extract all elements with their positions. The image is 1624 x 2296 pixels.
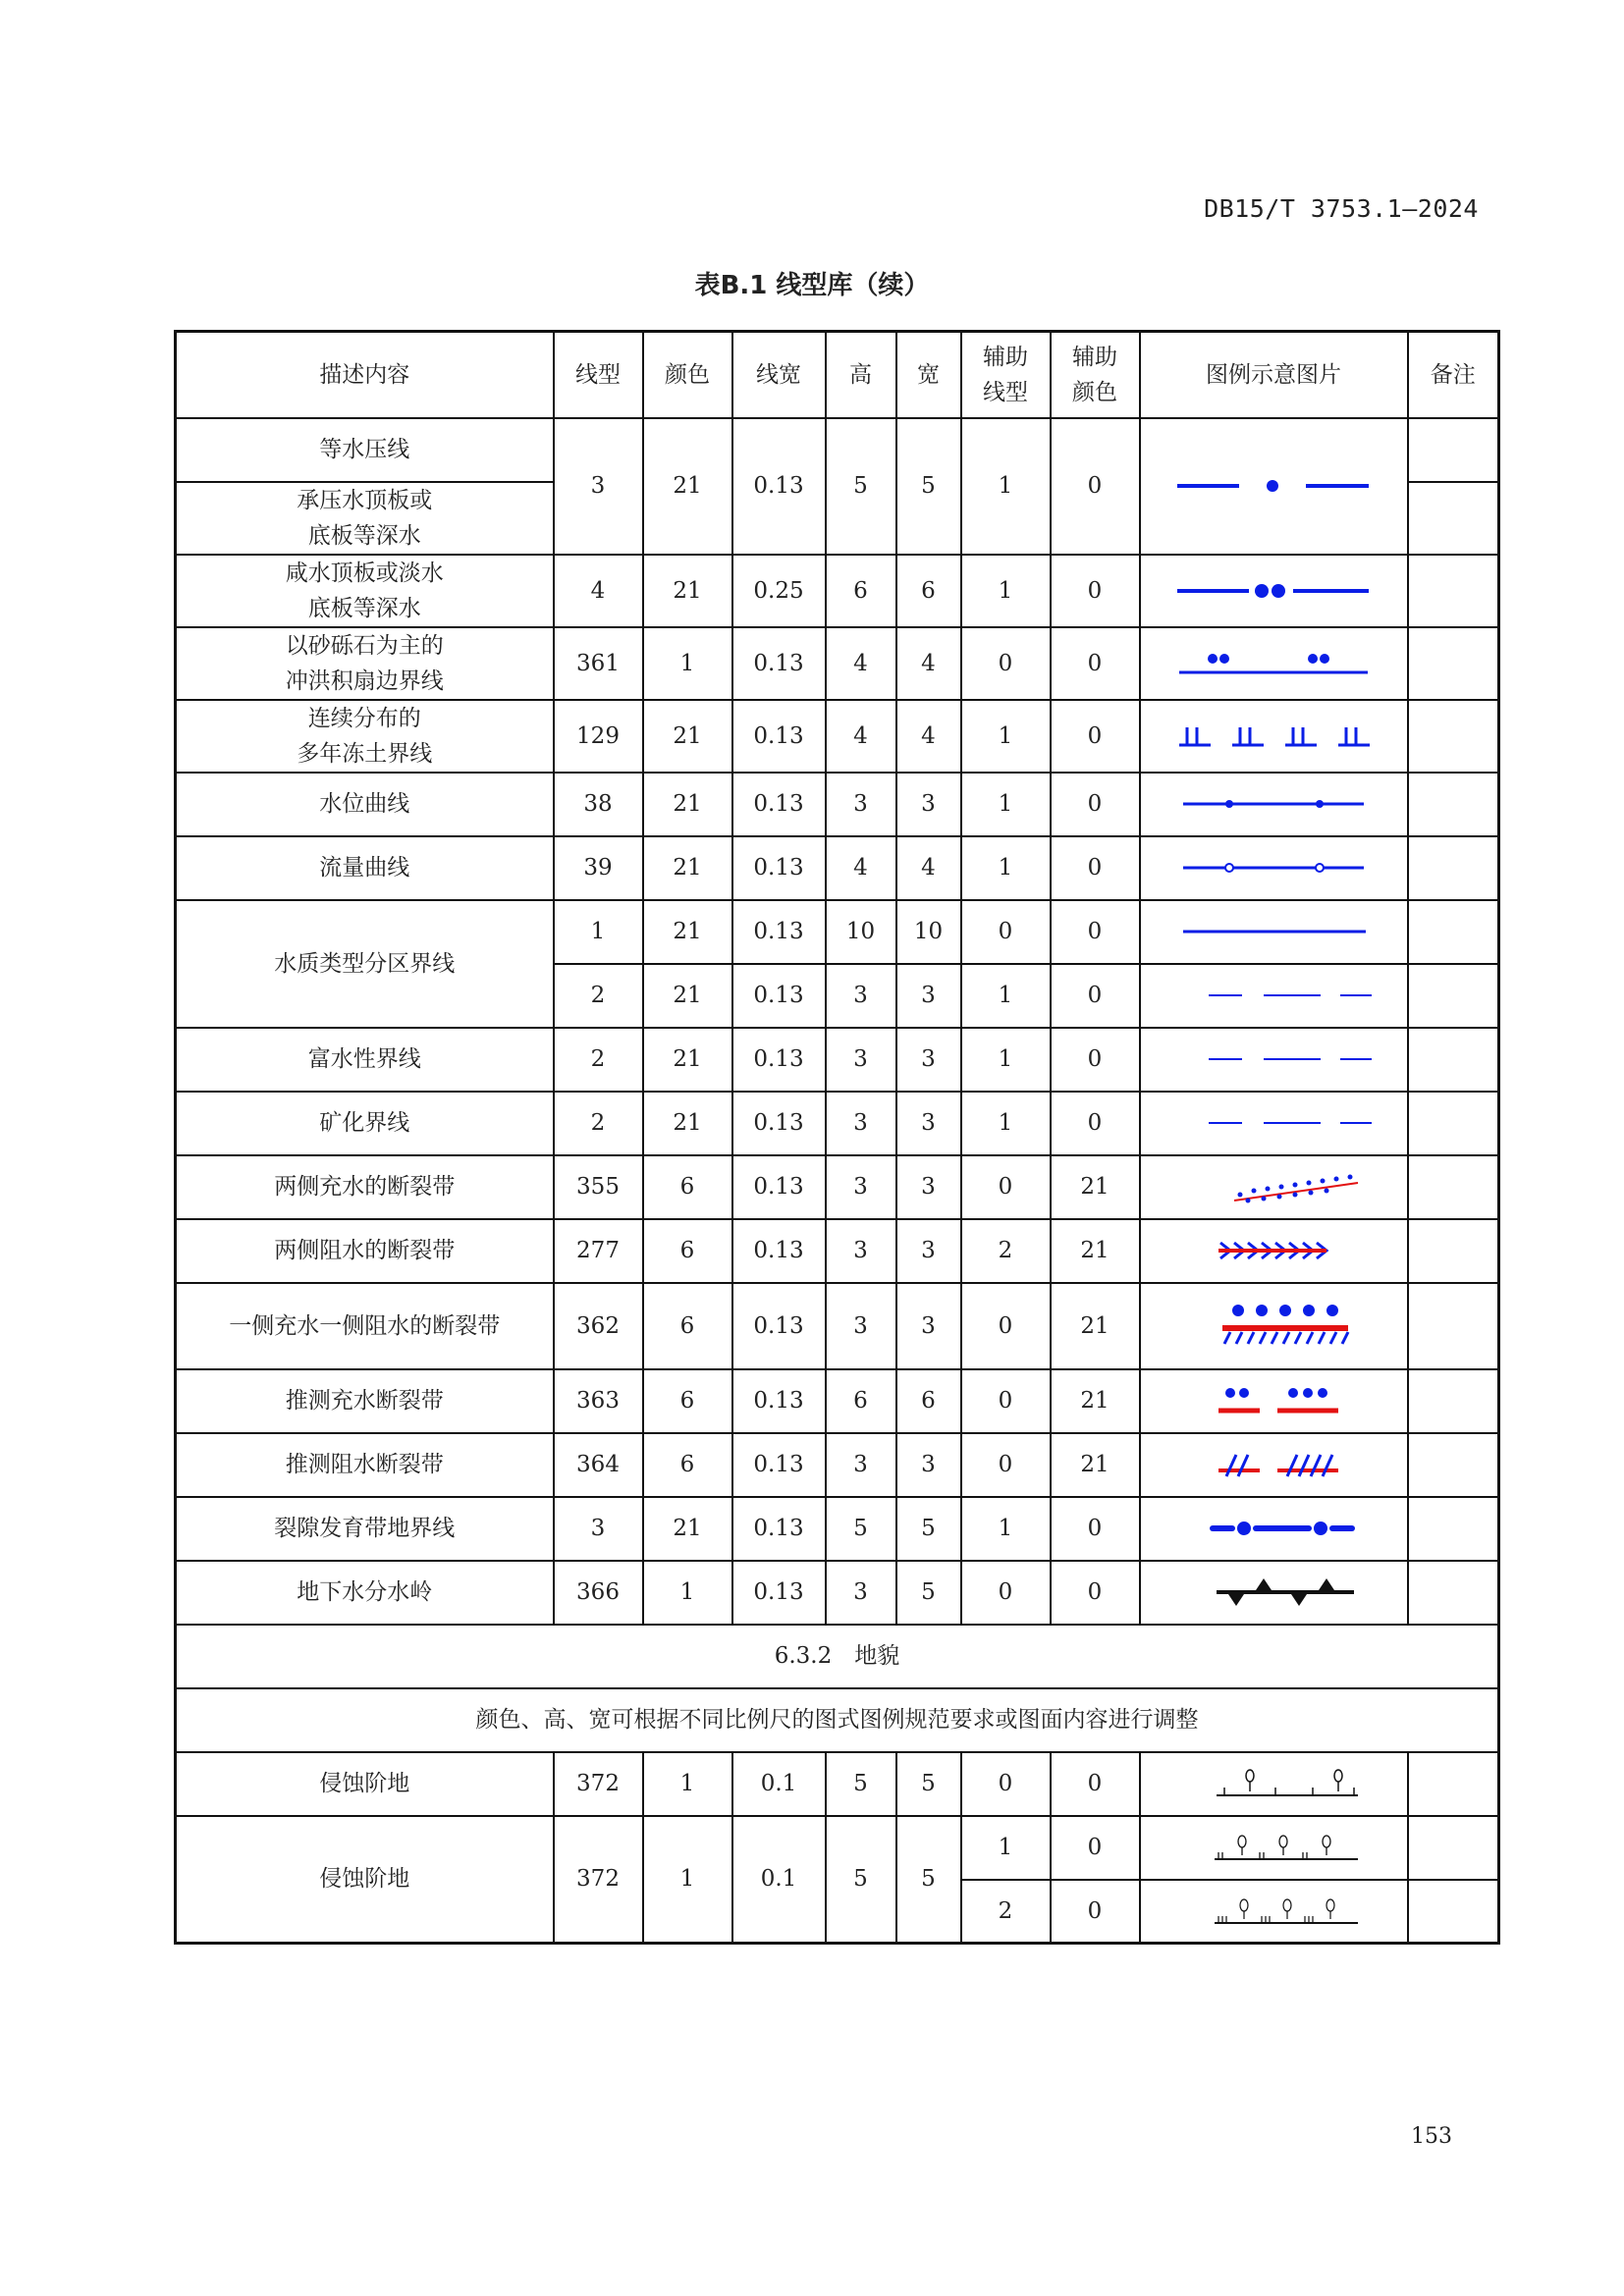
legend-flow-curve-line-icon (1165, 856, 1381, 880)
legend-groundwater-divide-icon (1165, 1573, 1381, 1612)
desc-cell: 地下水分水岭 (176, 1561, 554, 1625)
header-aux-color-line1: 辅助 (1072, 344, 1117, 370)
line-width-cell: 0.13 (732, 700, 826, 773)
legend-dots-over-line-icon (1165, 647, 1381, 680)
desc-cell: 矿化界线 (176, 1092, 554, 1155)
height-cell: 5 (826, 418, 896, 555)
header-line-type: 线型 (554, 332, 643, 418)
legend-dashed-line-icon (1165, 984, 1381, 1007)
width-cell: 6 (896, 555, 961, 627)
height-cell: 10 (826, 900, 896, 964)
remark-cell (1408, 1816, 1499, 1880)
desc-line2: 冲洪积扇边界线 (285, 667, 444, 694)
line-type-cell: 129 (554, 700, 643, 773)
legend-dashed-line-icon (1165, 1111, 1381, 1135)
aux-type-cell: 1 (961, 418, 1051, 555)
width-cell: 3 (896, 1092, 961, 1155)
line-type-cell: 361 (554, 627, 643, 700)
aux-type-cell: 0 (961, 1433, 1051, 1497)
color-cell: 21 (643, 1092, 732, 1155)
legend-dash-dot-icon (1165, 471, 1381, 501)
aux-color-cell: 0 (1051, 900, 1140, 964)
aux-color-cell: 21 (1051, 1283, 1140, 1369)
remark-cell (1408, 1219, 1499, 1283)
aux-type-cell: 1 (961, 555, 1051, 627)
width-cell: 6 (896, 1369, 961, 1433)
width-cell: 3 (896, 1155, 961, 1219)
height-cell: 5 (826, 1752, 896, 1816)
aux-color-cell: 0 (1051, 627, 1140, 700)
desc-line1: 以砂砾石为主的 (285, 632, 444, 659)
height-cell: 3 (826, 1092, 896, 1155)
table-row (176, 418, 1499, 482)
desc-cell: 流量曲线 (176, 836, 554, 900)
legend-inferred-blocking-fault-icon (1165, 1447, 1381, 1482)
desc-line1: 咸水顶板或淡水 (285, 560, 444, 586)
color-cell: 1 (643, 1561, 732, 1625)
aux-type-cell: 1 (961, 773, 1051, 836)
aux-type-cell: 0 (961, 1369, 1051, 1433)
desc-cell: 水位曲线 (176, 773, 554, 836)
line-width-cell: 0.13 (732, 1028, 826, 1092)
line-width-cell: 0.13 (732, 418, 826, 555)
line-type-cell: 363 (554, 1369, 643, 1433)
color-cell: 1 (643, 1752, 732, 1816)
line-type-cell: 2 (554, 964, 643, 1028)
desc-cell: 等水压线 (176, 418, 554, 482)
legend-cell (1140, 418, 1408, 555)
height-cell: 6 (826, 555, 896, 627)
aux-color-cell: 21 (1051, 1369, 1140, 1433)
legend-cell (1140, 700, 1408, 773)
aux-type-cell: 2 (961, 1880, 1051, 1944)
table-row (176, 1092, 1499, 1155)
legend-cell (1140, 1880, 1408, 1944)
legend-cell (1140, 1433, 1408, 1497)
table-row (176, 1283, 1499, 1369)
section-note: 颜色、高、宽可根据不同比例尺的图式图例规范要求或图面内容进行调整 (176, 1688, 1499, 1752)
table-row (176, 1561, 1499, 1625)
legend-dashed-line-icon (1165, 1047, 1381, 1071)
color-cell: 21 (643, 900, 732, 964)
section-title: 6.3.2 地貌 (176, 1625, 1499, 1688)
legend-cell (1140, 1283, 1408, 1369)
line-type-cell: 1 (554, 900, 643, 964)
width-cell: 3 (896, 1219, 961, 1283)
legend-erosion-terrace-triple-icon (1165, 1892, 1381, 1931)
desc-cell: 推测阻水断裂带 (176, 1433, 554, 1497)
remark-cell (1408, 900, 1499, 964)
color-cell: 6 (643, 1219, 732, 1283)
desc-cell: 两侧阻水的断裂带 (176, 1219, 554, 1283)
aux-color-cell: 0 (1051, 773, 1140, 836)
aux-color-cell: 21 (1051, 1433, 1140, 1497)
color-cell: 21 (643, 1028, 732, 1092)
desc-cell: 两侧充水的断裂带 (176, 1155, 554, 1219)
aux-color-cell: 0 (1051, 964, 1140, 1028)
aux-color-cell: 0 (1051, 1816, 1140, 1880)
header-remark: 备注 (1408, 332, 1499, 418)
width-cell: 4 (896, 836, 961, 900)
height-cell: 3 (826, 1028, 896, 1092)
color-cell: 21 (643, 555, 732, 627)
remark-cell (1408, 482, 1499, 555)
aux-type-cell: 0 (961, 1561, 1051, 1625)
aux-type-cell: 0 (961, 1155, 1051, 1219)
aux-color-cell: 0 (1051, 418, 1140, 555)
legend-cell (1140, 836, 1408, 900)
table-caption: 表B.1 线型库（续） (694, 271, 930, 300)
header-aux-color-line2: 颜色 (1072, 379, 1117, 405)
legend-cell (1140, 1155, 1408, 1219)
remark-cell (1408, 1752, 1499, 1816)
line-type-cell: 4 (554, 555, 643, 627)
aux-type-cell: 1 (961, 964, 1051, 1028)
table-row (176, 1752, 1499, 1816)
line-width-cell: 0.13 (732, 1219, 826, 1283)
aux-type-cell: 2 (961, 1219, 1051, 1283)
line-width-cell: 0.13 (732, 1561, 826, 1625)
line-width-cell: 0.13 (732, 1092, 826, 1155)
width-cell: 3 (896, 964, 961, 1028)
aux-color-cell: 0 (1051, 1561, 1140, 1625)
desc-line1: 承压水顶板或 (297, 487, 433, 513)
remark-cell (1408, 1028, 1499, 1092)
legend-cell (1140, 773, 1408, 836)
width-cell: 3 (896, 1283, 961, 1369)
legend-cell (1140, 1092, 1408, 1155)
aux-color-cell: 0 (1051, 1028, 1140, 1092)
line-width-cell: 0.13 (732, 1433, 826, 1497)
table-row (176, 1369, 1499, 1433)
aux-type-cell: 1 (961, 1028, 1051, 1092)
aux-type-cell: 0 (961, 1752, 1051, 1816)
desc-cell (176, 482, 554, 555)
height-cell: 3 (826, 1433, 896, 1497)
aux-color-cell: 0 (1051, 1497, 1140, 1561)
height-cell: 4 (826, 700, 896, 773)
legend-fracture-zone-line-icon (1165, 1517, 1381, 1540)
remark-cell (1408, 1433, 1499, 1497)
page-number: 153 (1411, 2124, 1452, 2149)
legend-water-blocking-fault-icon (1165, 1235, 1381, 1266)
desc-cell (176, 627, 554, 700)
height-cell: 6 (826, 1369, 896, 1433)
color-cell: 21 (643, 700, 732, 773)
line-type-cell: 364 (554, 1433, 643, 1497)
legend-cell (1140, 900, 1408, 964)
table-row (176, 1433, 1499, 1497)
width-cell: 3 (896, 1433, 961, 1497)
width-cell: 4 (896, 627, 961, 700)
aux-color-cell: 0 (1051, 1092, 1140, 1155)
table-row (176, 1816, 1499, 1880)
desc-line2: 底板等深水 (307, 595, 421, 621)
remark-cell (1408, 964, 1499, 1028)
remark-cell (1408, 1561, 1499, 1625)
height-cell: 3 (826, 1219, 896, 1283)
header-desc: 描述内容 (176, 332, 554, 418)
line-width-cell: 0.13 (732, 773, 826, 836)
desc-cell: 推测充水断裂带 (176, 1369, 554, 1433)
desc-cell: 一侧充水一侧阻水的断裂带 (176, 1283, 554, 1369)
remark-cell (1408, 1497, 1499, 1561)
section-title-row (176, 1625, 1499, 1688)
table-row (176, 900, 1499, 964)
height-cell: 3 (826, 964, 896, 1028)
line-type-cell: 366 (554, 1561, 643, 1625)
width-cell: 4 (896, 700, 961, 773)
desc-cell (176, 700, 554, 773)
legend-permafrost-ticks-icon (1165, 720, 1381, 753)
aux-type-cell: 1 (961, 1092, 1051, 1155)
line-width-cell: 0.25 (732, 555, 826, 627)
legend-erosion-terrace-icon (1165, 1764, 1381, 1803)
remark-cell (1408, 1155, 1499, 1219)
color-cell: 21 (643, 964, 732, 1028)
width-cell: 5 (896, 1752, 961, 1816)
aux-type-cell: 0 (961, 1283, 1051, 1369)
legend-cell (1140, 555, 1408, 627)
color-cell: 6 (643, 1155, 732, 1219)
remark-cell (1408, 773, 1499, 836)
remark-cell (1408, 418, 1499, 482)
legend-half-water-fault-icon (1165, 1299, 1381, 1354)
height-cell: 3 (826, 1561, 896, 1625)
line-width-cell: 0.13 (732, 627, 826, 700)
color-cell: 21 (643, 773, 732, 836)
line-type-cell: 3 (554, 1497, 643, 1561)
section-note-row (176, 1688, 1499, 1752)
table-row (176, 1497, 1499, 1561)
table-row (176, 836, 1499, 900)
remark-cell (1408, 627, 1499, 700)
table-row (176, 1219, 1499, 1283)
aux-color-cell: 0 (1051, 700, 1140, 773)
legend-cell (1140, 1219, 1408, 1283)
line-width-cell: 0.13 (732, 836, 826, 900)
line-width-cell: 0.13 (732, 1497, 826, 1561)
width-cell: 5 (896, 1561, 961, 1625)
desc-cell: 侵蚀阶地 (176, 1816, 554, 1944)
aux-type-cell: 1 (961, 836, 1051, 900)
aux-type-cell: 0 (961, 900, 1051, 964)
document-code: DB15/T 3753.1—2024 (1204, 194, 1479, 223)
legend-erosion-terrace-double-icon (1165, 1828, 1381, 1867)
header-aux-type (961, 332, 1051, 418)
legend-cell (1140, 1497, 1408, 1561)
desc-line2: 多年冻土界线 (297, 740, 433, 767)
color-cell: 21 (643, 836, 732, 900)
line-type-cell: 372 (554, 1816, 643, 1944)
line-type-cell: 372 (554, 1752, 643, 1816)
line-width-cell: 0.13 (732, 1155, 826, 1219)
color-cell: 1 (643, 627, 732, 700)
header-aux-type-line1: 辅助 (983, 344, 1028, 370)
aux-type-cell: 1 (961, 1497, 1051, 1561)
width-cell: 5 (896, 1816, 961, 1944)
legend-double-dot-line-icon (1165, 576, 1381, 606)
line-width-cell: 0.1 (732, 1752, 826, 1816)
color-cell: 6 (643, 1433, 732, 1497)
desc-cell: 侵蚀阶地 (176, 1752, 554, 1816)
aux-color-cell: 0 (1051, 1880, 1140, 1944)
aux-color-cell: 21 (1051, 1155, 1140, 1219)
desc-cell: 裂隙发育带地界线 (176, 1497, 554, 1561)
desc-line1: 连续分布的 (307, 705, 421, 731)
height-cell: 4 (826, 836, 896, 900)
line-type-cell: 38 (554, 773, 643, 836)
aux-type-cell: 1 (961, 700, 1051, 773)
line-width-cell: 0.13 (732, 964, 826, 1028)
remark-cell (1408, 836, 1499, 900)
legend-cell (1140, 627, 1408, 700)
aux-color-cell: 0 (1051, 555, 1140, 627)
header-legend: 图例示意图片 (1140, 332, 1408, 418)
table-row (176, 627, 1499, 700)
height-cell: 5 (826, 1816, 896, 1944)
height-cell: 3 (826, 1283, 896, 1369)
header-line-width: 线宽 (732, 332, 826, 418)
legend-cell (1140, 1028, 1408, 1092)
legend-cell (1140, 1369, 1408, 1433)
header-row (176, 332, 1499, 418)
aux-color-cell: 0 (1051, 1752, 1140, 1816)
header-aux-type-line2: 线型 (983, 379, 1028, 405)
color-cell: 1 (643, 1816, 732, 1944)
aux-type-cell: 1 (961, 1816, 1051, 1880)
height-cell: 3 (826, 1155, 896, 1219)
width-cell: 5 (896, 418, 961, 555)
height-cell: 5 (826, 1497, 896, 1561)
header-color: 颜色 (643, 332, 732, 418)
color-cell: 21 (643, 1497, 732, 1561)
line-type-table (174, 330, 1500, 1945)
aux-color-cell: 21 (1051, 1219, 1140, 1283)
legend-solid-line-icon (1165, 920, 1381, 943)
line-type-cell: 3 (554, 418, 643, 555)
color-cell: 6 (643, 1283, 732, 1369)
header-aux-color (1051, 332, 1140, 418)
aux-type-cell: 0 (961, 627, 1051, 700)
remark-cell (1408, 700, 1499, 773)
aux-color-cell: 0 (1051, 836, 1140, 900)
line-type-cell: 355 (554, 1155, 643, 1219)
remark-cell (1408, 1880, 1499, 1944)
legend-water-filled-fault-icon (1165, 1167, 1381, 1206)
legend-cell (1140, 964, 1408, 1028)
line-type-cell: 2 (554, 1028, 643, 1092)
line-type-cell: 277 (554, 1219, 643, 1283)
width-cell: 3 (896, 1028, 961, 1092)
desc-cell: 富水性界线 (176, 1028, 554, 1092)
line-type-cell: 362 (554, 1283, 643, 1369)
line-width-cell: 0.13 (732, 1283, 826, 1369)
header-width: 宽 (896, 332, 961, 418)
header-height: 高 (826, 332, 896, 418)
remark-cell (1408, 1283, 1499, 1369)
table-row (176, 773, 1499, 836)
desc-line2: 底板等深水 (307, 522, 421, 549)
table-row (176, 1028, 1499, 1092)
table-row (176, 1155, 1499, 1219)
remark-cell (1408, 1369, 1499, 1433)
remark-cell (1408, 555, 1499, 627)
line-width-cell: 0.1 (732, 1816, 826, 1944)
legend-cell (1140, 1816, 1408, 1880)
width-cell: 10 (896, 900, 961, 964)
color-cell: 6 (643, 1369, 732, 1433)
width-cell: 3 (896, 773, 961, 836)
legend-cell (1140, 1752, 1408, 1816)
height-cell: 3 (826, 773, 896, 836)
height-cell: 4 (826, 627, 896, 700)
desc-cell (176, 555, 554, 627)
line-width-cell: 0.13 (732, 1369, 826, 1433)
desc-cell: 水质类型分区界线 (176, 900, 554, 1028)
line-type-cell: 39 (554, 836, 643, 900)
remark-cell (1408, 1092, 1499, 1155)
color-cell: 21 (643, 418, 732, 555)
table-row (176, 700, 1499, 773)
legend-water-level-line-icon (1165, 792, 1381, 816)
table-row (176, 555, 1499, 627)
width-cell: 5 (896, 1497, 961, 1561)
line-width-cell: 0.13 (732, 900, 826, 964)
legend-cell (1140, 1561, 1408, 1625)
legend-inferred-water-fault-icon (1165, 1381, 1381, 1420)
line-type-cell: 2 (554, 1092, 643, 1155)
